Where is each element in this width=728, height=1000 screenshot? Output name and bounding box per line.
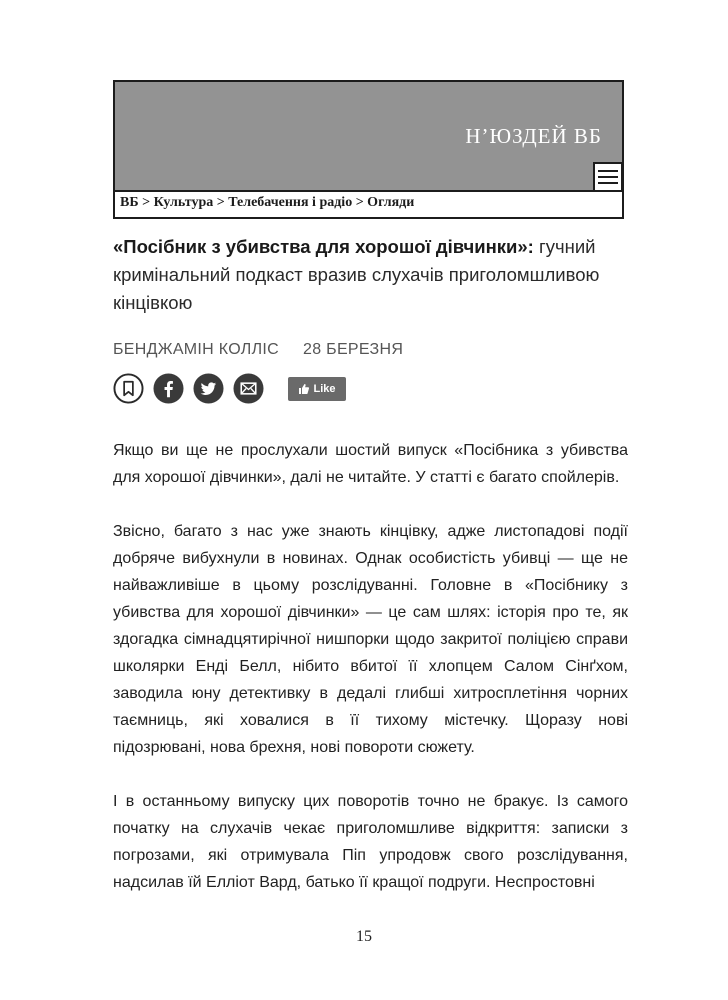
header-banner <box>115 82 622 192</box>
page-number: 15 <box>356 928 372 945</box>
email-icon[interactable] <box>233 373 264 404</box>
headline-bold: «Посібник з убивства для хорошої дівчинки»: <box>113 236 534 257</box>
site-header <box>113 80 624 219</box>
publish-date: 28 БЕРЕЗНЯ <box>303 341 404 358</box>
twitter-icon[interactable] <box>193 373 224 404</box>
masthead-title[interactable]: Н’ЮЗДЕЙ ВБ <box>465 124 602 148</box>
byline <box>113 341 403 359</box>
bookmark-icon[interactable] <box>113 373 144 404</box>
facebook-icon[interactable] <box>153 373 184 404</box>
paragraph: І в останньому випуску цих поворотів точно не бракує. Із самого початку на слухачів чекає приголомшливе відкриття: записки з погрозами, які отримувала Піп упродовж свого розслідування, надсилав їй Елліот Вард, батько її кращої подруги. Неспростовні <box>113 793 628 891</box>
paragraph: Якщо ви ще не прослухали шостий випуск «Посібника з убивства для хорошої дівчинки», далі не читайте. У статті є багато спойлерів. <box>113 442 628 486</box>
author-name[interactable]: БЕНДЖАМІН КОЛЛІС <box>113 341 279 358</box>
headline-rest: гучний кримінальний подкаст вразив слухачів приголомшливою кінцівкою <box>113 236 600 313</box>
paragraph: Звісно, багато з нас уже знають кінцівку, адже листопадові події добряче вибухнули в новинах. Однак особистість убивці — ще не найважливіше в цьому розслідуванні. Головне в «Посібнику з убивства для хорошої дівчинки» — це сам шлях: історія про те, як здогадка сімнадцятирічної нишпорки щодо закритої поліцією справи школярки Енді Белл, нібито вбитої її хлопцем Салом Сінґхом, заводила юну детективку в дедалі глибші хитросплетіння чорних таємниць, які ховалися в її тихому містечку. Щоразу нові підозрювані, нова брехня, нові повороти сюжету. <box>113 523 628 756</box>
like-label: Like <box>313 383 336 395</box>
like-button[interactable] <box>288 377 346 401</box>
article-body <box>113 437 628 923</box>
breadcrumb[interactable]: ВБ > Культура > Телебачення і радіо > Огляди <box>120 195 415 210</box>
hamburger-menu-icon[interactable] <box>593 162 623 192</box>
thumbs-up-icon <box>298 383 310 395</box>
article-headline <box>113 233 633 317</box>
